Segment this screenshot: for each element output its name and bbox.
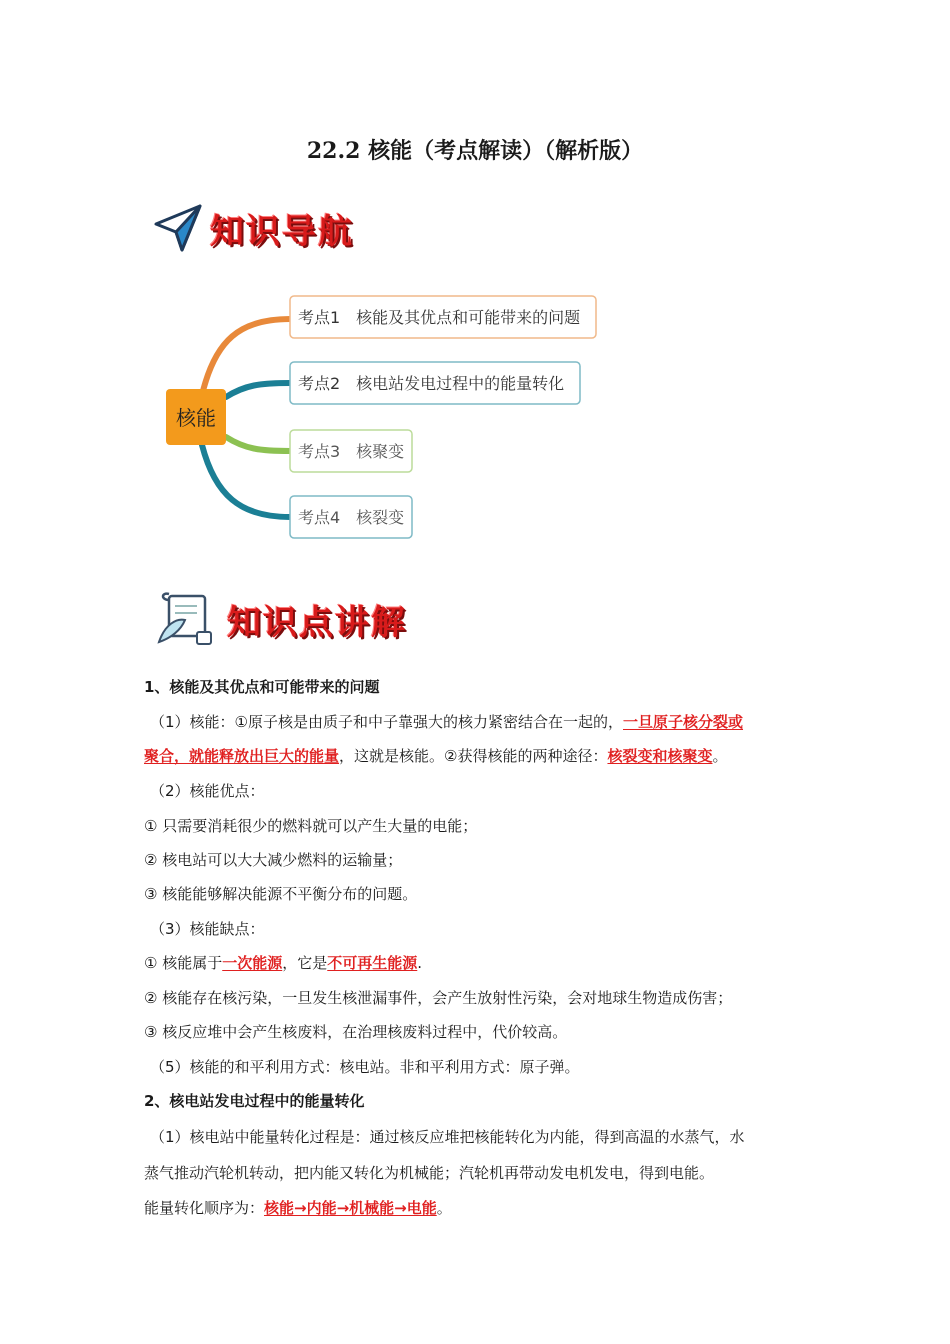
highlight-nonrenewable: 不可再生能源: [327, 954, 418, 972]
text-run: 。: [712, 747, 728, 765]
branch-node-2-label: 考点2 核电站发电过程中的能量转化: [298, 374, 565, 393]
text-run: 能量转化顺序为：: [144, 1199, 265, 1217]
mind-map: [150, 285, 620, 545]
highlight-two-methods: 核裂变和核聚变: [607, 747, 713, 765]
text-run: ① 核能属于: [144, 954, 223, 972]
section-2-paragraph-line-2: 蒸气推动汽轮机转动，把内能又转化为机械能；汽轮机再带动发电机发电，得到电能。: [144, 1164, 715, 1182]
highlight-huge-energy: 聚合，就能释放出巨大的能量: [144, 747, 340, 765]
knowledge-points-banner: [155, 590, 407, 648]
text-run: ，它是: [282, 954, 328, 972]
branch-connector-3: [226, 437, 290, 451]
disadvantages-heading: （3）核能缺点：: [150, 920, 265, 938]
knowledge-nav-banner: [152, 202, 354, 254]
energy-order-line: [144, 1197, 452, 1218]
root-node-label: 核能: [176, 406, 216, 430]
disadvantage-2: ② 核能存在核污染，一旦发生核泄漏事件，会产生放射性污染，会对地球生物造成伤害；: [144, 989, 733, 1007]
branch-node-4-label: 考点4 核裂变: [298, 508, 405, 527]
usage-line: （5）核能的和平利用方式：核电站。非和平利用方式：原子弹。: [150, 1058, 580, 1076]
branch-connector-2: [226, 383, 290, 397]
page-title: 22.2 核能（考点解读）（解析版）: [306, 138, 644, 164]
text-run: 。: [436, 1199, 452, 1217]
text-run: .: [417, 954, 423, 972]
text-run: （1）核能：①原子核是由质子和中子靠强大的核力紧密结合在一起的，: [150, 713, 623, 731]
section-2-heading: 2、核电站发电过程中的能量转化: [144, 1092, 365, 1110]
advantages-heading: （2）核能优点：: [150, 782, 265, 800]
knowledge-points-title: 知识点讲解: [227, 602, 407, 643]
section-1-heading: 1、核能及其优点和可能带来的问题: [144, 678, 380, 696]
disadvantage-1: [144, 952, 422, 973]
knowledge-nav-title: 知识导航: [210, 211, 354, 252]
section-2-paragraph-line-1: （1）核电站中能量转化过程是：通过核反应堆把核能转化为内能，得到高温的水蒸气，水: [150, 1128, 745, 1146]
branch-node-1-label: 考点1 核能及其优点和可能带来的问题: [298, 308, 581, 327]
highlight-primary-energy: 一次能源: [222, 954, 283, 972]
paragraph-1-line-2: [144, 745, 728, 766]
advantage-3: ③ 核能能够解决能源不平衡分布的问题。: [144, 885, 418, 903]
paper-plane-icon: [152, 202, 204, 254]
disadvantage-3: ③ 核反应堆中会产生核废料，在治理核废料过程中，代价较高。: [144, 1023, 568, 1041]
advantage-1: ① 只需要消耗很少的燃料就可以产生大量的电能；: [144, 817, 478, 835]
paragraph-1-line-1: [150, 711, 743, 732]
branch-node-3-label: 考点3 核聚变: [298, 442, 405, 461]
scroll-quill-icon: [155, 590, 217, 648]
branch-connector-4: [202, 445, 290, 517]
highlight-fission-fusion-release: 一旦原子核分裂或: [623, 713, 744, 731]
highlight-energy-order: 核能→内能→机械能→电能: [264, 1199, 437, 1217]
advantage-2: ② 核电站可以大大减少燃料的运输量；: [144, 851, 403, 869]
text-run: ，这就是核能。②获得核能的两种途径：: [339, 747, 608, 765]
